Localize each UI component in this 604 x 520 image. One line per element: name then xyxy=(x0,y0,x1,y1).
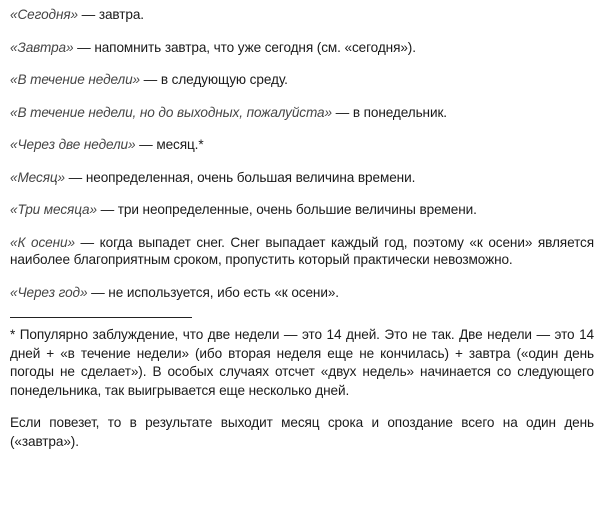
entry-within-week xyxy=(10,71,594,89)
entry-term: «В течение недели» xyxy=(10,72,140,87)
entry-two-weeks xyxy=(10,136,594,154)
entry-three-months xyxy=(10,201,594,219)
entry-tomorrow xyxy=(10,39,594,57)
entry-definition: — завтра. xyxy=(77,7,144,22)
entry-definition: — в понедельник. xyxy=(331,104,447,120)
document-body xyxy=(10,6,594,451)
entry-today xyxy=(10,6,594,24)
entry-in-a-year xyxy=(10,284,594,302)
entry-definition: — не используется, ибо есть «к осени». xyxy=(87,284,339,300)
footnote: * Популярно заблуждение, что две недели — это 14 дней. Это не так. Две недели — это 14 дней + «в течение недели» (ибо вторая неделя еще не кончилась) + завтра («один день погоды не сделает»). В особых случаях отсчет «двух недель» начинается со следующего понедельника, так выигрывается еще несколько дней. xyxy=(10,327,594,398)
entry-definition: — напомнить завтра, что уже сегодня (см. «сегодня»). xyxy=(73,39,416,55)
footnote-divider xyxy=(10,317,192,318)
entry-definition: — месяц.* xyxy=(135,137,204,152)
entry-within-week-before-weekend xyxy=(10,104,594,122)
entry-definition: — когда выпадет снег. Снег выпадает каждый год, поэтому «к осени» является наиболее благоприятным сроком, пропустить который практически невозможно. xyxy=(10,234,595,267)
entry-term: «Через две недели» xyxy=(10,137,136,152)
entry-term: «В течение недели, но до выходных, пожалуйста» xyxy=(10,104,332,120)
entry-term: «К осени» xyxy=(10,234,75,250)
entry-definition: — в следующую среду. xyxy=(140,72,288,87)
entry-definition: — неопределенная, очень большая величина времени. xyxy=(64,169,416,185)
footnote-conclusion: Если повезет, то в результате выходит месяц срока и опоздание всего на один день («завтра»). xyxy=(10,415,594,449)
entry-term: «Три месяца» xyxy=(10,202,97,217)
entry-by-autumn xyxy=(10,234,594,269)
entry-term: «Месяц» xyxy=(10,169,65,185)
entry-term: «Сегодня» xyxy=(10,7,78,22)
entry-term: «Завтра» xyxy=(10,39,74,55)
entry-definition: — три неопределенные, очень большие величины времени. xyxy=(96,202,477,217)
entry-month xyxy=(10,169,594,187)
entry-term: «Через год» xyxy=(10,284,88,300)
